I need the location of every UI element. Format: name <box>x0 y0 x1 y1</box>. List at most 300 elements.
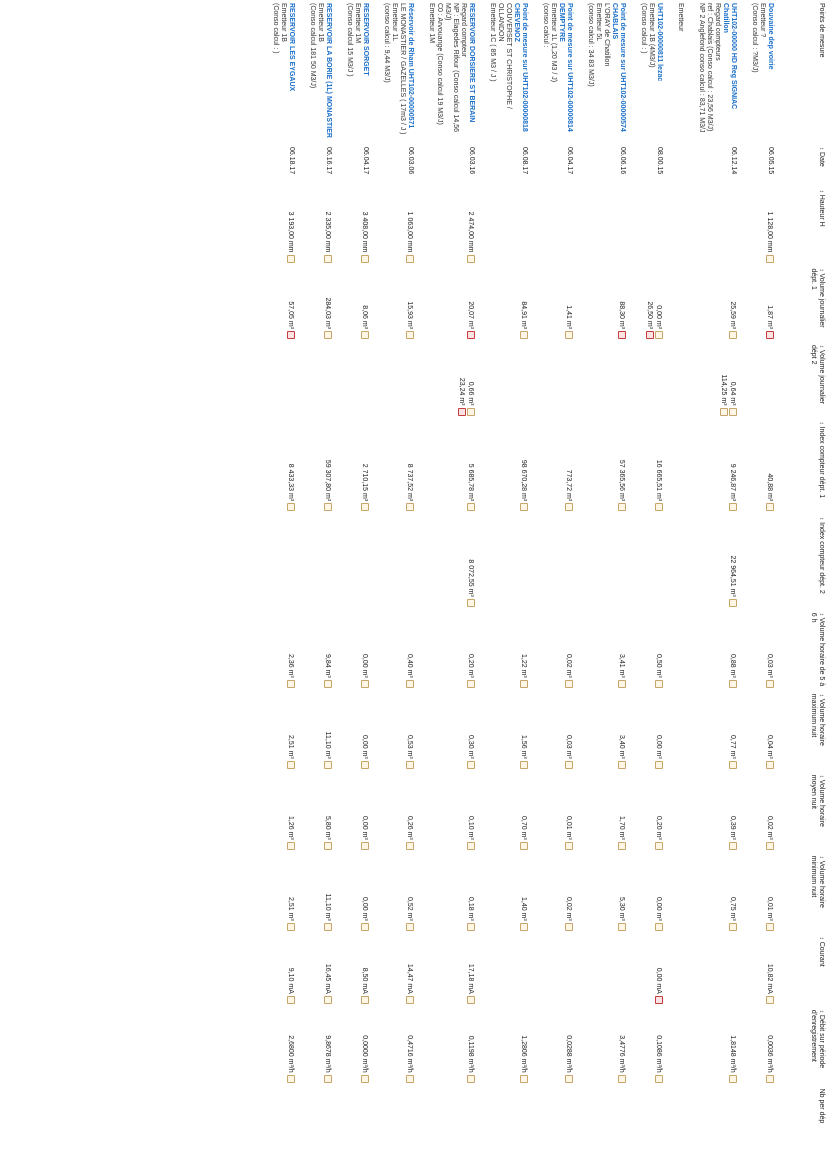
measure-point-link: Emetteur <box>677 3 684 32</box>
table-cell <box>531 266 576 343</box>
table-cell <box>261 187 298 266</box>
cell-value: 2 710,15 m³ <box>360 422 369 512</box>
cell-value: 88,30 m³ <box>617 269 626 340</box>
measure-point-cell <box>740 0 777 144</box>
chart-icon[interactable] <box>361 1075 369 1083</box>
chart-icon[interactable] <box>655 1075 663 1083</box>
table-cell <box>576 934 629 1007</box>
measure-point-detail: COUVERSET ST CHRISTOPHE / OLLANDON <box>497 3 512 109</box>
measure-point-detail: (conso calcul : <box>542 3 549 48</box>
cell-value: 11,10 m³ <box>323 694 332 769</box>
chart-icon[interactable] <box>565 331 573 339</box>
column-header-label: Nb per dép <box>818 1088 825 1124</box>
chart-icon[interactable] <box>467 680 475 688</box>
cell-value: 98 670,28 m³ <box>519 422 528 512</box>
column-header-label: Volume journalier dépt 2 <box>810 345 825 405</box>
table-cell <box>261 419 298 515</box>
table-cell <box>335 772 372 853</box>
table-row <box>666 0 687 1169</box>
measure-point-link[interactable]: UHT102-00000811 lezac <box>656 3 663 82</box>
chart-icon[interactable] <box>406 680 414 688</box>
table-cell <box>666 691 687 772</box>
table-cell <box>335 514 372 610</box>
cell-value: 9,84 m³ <box>323 613 332 688</box>
measure-point-detail: (conso calcul : 9,44 M3/J) <box>383 3 390 83</box>
table-cell <box>687 1086 740 1169</box>
table-cell <box>740 934 777 1007</box>
cell-value: 0,18 m³ <box>466 856 475 931</box>
table-cell <box>417 610 478 691</box>
chart-icon[interactable] <box>729 923 737 931</box>
chart-icon[interactable] <box>618 761 626 769</box>
cell-value: 0,02 m³ <box>564 613 573 688</box>
table-cell <box>417 514 478 610</box>
column-header[interactable] <box>777 266 827 343</box>
table-cell <box>372 934 417 1007</box>
chart-icon[interactable] <box>655 503 663 511</box>
chart-icon[interactable] <box>361 761 369 769</box>
alert-icon[interactable] <box>655 996 663 1004</box>
cell-value: 0,26 m³ <box>405 775 414 850</box>
table-cell <box>629 514 666 610</box>
cell-value: 9,8678 m³/h <box>323 1010 332 1083</box>
chart-icon[interactable] <box>766 761 774 769</box>
table-cell <box>629 691 666 772</box>
table-cell <box>335 610 372 691</box>
chart-icon[interactable] <box>766 255 774 263</box>
cell-value: 1,87 m³ <box>765 269 774 340</box>
chart-icon[interactable] <box>467 1075 475 1083</box>
table-cell <box>666 1086 687 1169</box>
column-header-label: Débit sur période d'enregistrement <box>810 1009 825 1069</box>
table-cell <box>576 266 629 343</box>
measure-point-detail: Emetteur 1B (4M3/J) <box>648 3 655 68</box>
chart-icon[interactable] <box>766 680 774 688</box>
table-cell <box>629 342 666 419</box>
cell-value: 1,8148 m³/h <box>728 1010 737 1083</box>
alert-icon[interactable] <box>467 331 475 339</box>
chart-icon[interactable] <box>287 1075 295 1083</box>
cell-value: 84,91 m³ <box>519 269 528 340</box>
chart-icon[interactable] <box>766 1075 774 1083</box>
measure-point-detail: Emetteur 1M <box>428 3 435 44</box>
chart-icon[interactable] <box>766 996 774 1004</box>
cell-value: 0,02 m³ <box>564 856 573 931</box>
measure-point-link[interactable]: Point de mesure sur UHT102-00000814 DEMPTYRE <box>558 3 573 132</box>
alert-icon[interactable] <box>287 331 295 339</box>
table-cell <box>531 187 576 266</box>
sort-icon[interactable]: ↕ <box>818 345 824 348</box>
table-row <box>687 0 740 1169</box>
chart-icon[interactable] <box>655 680 663 688</box>
column-header[interactable] <box>777 853 827 934</box>
chart-icon[interactable] <box>520 680 528 688</box>
table-cell <box>478 419 531 515</box>
cell-value: 0,03 m³ <box>765 613 774 688</box>
chart-icon[interactable] <box>467 923 475 931</box>
sort-icon[interactable]: ↕ <box>818 612 824 616</box>
sort-icon[interactable]: ↕ <box>818 1009 824 1013</box>
table-cell <box>531 853 576 934</box>
cell-value: 0,0036 m³/h <box>765 1010 774 1083</box>
measure-point-link[interactable]: UHT102-00000 HD Reg SIGNIAC Chatillon <box>722 3 737 110</box>
chart-icon[interactable] <box>467 842 475 850</box>
date-cell <box>666 144 687 187</box>
column-header[interactable] <box>777 610 827 691</box>
chart-icon[interactable] <box>565 1075 573 1083</box>
chart-icon[interactable] <box>406 996 414 1004</box>
date-cell: 06.12.14 <box>730 147 737 175</box>
table-cell <box>261 514 298 610</box>
table-cell <box>740 691 777 772</box>
sort-icon[interactable]: ↕ <box>818 693 824 697</box>
column-header[interactable] <box>777 419 827 515</box>
table-row <box>261 0 298 1169</box>
chart-icon[interactable] <box>520 761 528 769</box>
table-cell <box>629 934 666 1007</box>
table-row <box>629 0 666 1169</box>
table-row <box>298 0 335 1169</box>
measure-point-detail: Emetteur 1L (1,20 M3 / J) <box>550 3 557 83</box>
measure-point-link[interactable]: Douvaine dep voirie <box>767 3 774 70</box>
chart-icon[interactable] <box>520 923 528 931</box>
cell-value: 3,41 m³ <box>617 613 626 688</box>
date-cell: 06.03.16 <box>468 147 475 175</box>
cell-value: 773,72 m³ <box>564 422 573 512</box>
table-cell <box>478 266 531 343</box>
chart-icon[interactable] <box>655 923 663 931</box>
measure-point-detail: Emetteur 1L <box>391 3 398 42</box>
rotated-page <box>272 0 827 1169</box>
chart-icon[interactable] <box>520 842 528 850</box>
cell-value: 1,70 m³ <box>617 775 626 850</box>
cell-value: 3,4776 m³/h <box>617 1010 626 1083</box>
column-header[interactable] <box>777 342 827 419</box>
table-cell <box>298 1007 335 1086</box>
measure-point-link[interactable]: RESERVOIR LA BORIE (1L) MONASTIER <box>325 3 332 138</box>
table-cell <box>261 1086 298 1169</box>
cell-value: 16 665,51 m³ <box>654 422 663 512</box>
table-cell <box>687 342 740 419</box>
cell-value: 1,22 m³ <box>519 613 528 688</box>
cell-value: 10,82 mA <box>765 937 774 1004</box>
cell-value: 25,59 m³ <box>728 269 737 340</box>
chart-icon[interactable] <box>618 1075 626 1083</box>
column-header-label: Volume horaire minimum nuit <box>810 855 825 908</box>
chart-icon[interactable] <box>729 503 737 511</box>
cell-value: 0,40 m³ <box>405 613 414 688</box>
cell-value: 3 193,00 mm <box>286 190 295 263</box>
column-header[interactable] <box>777 514 827 610</box>
table-cell <box>666 419 687 515</box>
chart-icon[interactable] <box>520 1075 528 1083</box>
chart-icon[interactable] <box>406 761 414 769</box>
cell-value: 14,47 mA <box>405 937 414 1004</box>
cell-value: 284,03 m³ <box>323 269 332 340</box>
cell-value: 8,50 mA <box>360 937 369 1004</box>
cell-value: 0,00 m³ <box>654 694 663 769</box>
chart-icon[interactable] <box>287 996 295 1004</box>
cell-value: 0,01 m³ <box>564 775 573 850</box>
chart-icon[interactable] <box>565 842 573 850</box>
table-cell <box>629 1086 666 1169</box>
chart-icon[interactable] <box>287 923 295 931</box>
cell-value: 2,51 m³ <box>286 694 295 769</box>
sort-icon[interactable]: ↕ <box>818 189 824 193</box>
measure-point-link[interactable]: Point de mesure sur UHT102-00000574 CHABLAIS <box>611 3 626 132</box>
date-cell: 06.16.17 <box>325 147 332 175</box>
cell-value: 0,52 m³ <box>405 856 414 931</box>
sort-icon[interactable]: ↕ <box>818 855 824 859</box>
chart-icon[interactable] <box>565 761 573 769</box>
cell-value: 5 685,78 m³ <box>466 422 475 512</box>
cell-value: 0,00 m³ <box>360 613 369 688</box>
table-cell <box>629 1007 666 1086</box>
column-header-label: Volume horaire de 5 à 6 h <box>810 612 825 687</box>
column-header-label: Volume journalier dépt. 1 <box>810 268 825 328</box>
table-cell <box>372 419 417 515</box>
measure-point-link[interactable]: RESERVOIR LES EYGAUX <box>288 3 295 92</box>
table-row <box>417 0 478 1169</box>
chart-icon[interactable] <box>766 923 774 931</box>
table-cell <box>372 266 417 343</box>
measure-point-cell <box>417 0 478 144</box>
cell-value: 0,00 m³ <box>360 856 369 931</box>
alert-icon[interactable] <box>766 331 774 339</box>
cell-value: 3,40 m³ <box>617 694 626 769</box>
table-cell <box>531 610 576 691</box>
chart-icon[interactable] <box>729 1075 737 1083</box>
table-cell <box>417 342 478 419</box>
table-cell <box>335 419 372 515</box>
table-cell <box>629 419 666 515</box>
table-cell <box>478 772 531 853</box>
column-header[interactable] <box>777 934 827 1007</box>
chart-icon[interactable] <box>467 408 475 416</box>
chart-icon[interactable] <box>618 503 626 511</box>
alert-icon[interactable] <box>458 408 466 416</box>
measure-point-link[interactable]: Point de mesure sur UHT102-00000818 CHEVENOZ <box>513 3 528 132</box>
table-cell <box>261 772 298 853</box>
table-cell <box>576 853 629 934</box>
chart-icon[interactable] <box>361 842 369 850</box>
chart-icon[interactable] <box>287 503 295 511</box>
chart-icon[interactable] <box>406 842 414 850</box>
table-cell <box>666 514 687 610</box>
chart-icon[interactable] <box>324 996 332 1004</box>
chart-icon[interactable] <box>729 761 737 769</box>
cell-value: 8 072,55 m³ <box>466 517 475 607</box>
alert-icon[interactable] <box>646 331 654 339</box>
chart-icon[interactable] <box>467 255 475 263</box>
chart-icon[interactable] <box>324 255 332 263</box>
column-header[interactable] <box>777 144 827 187</box>
table-cell <box>417 419 478 515</box>
chart-icon[interactable] <box>565 923 573 931</box>
sort-icon[interactable]: ↕ <box>818 421 824 425</box>
table-cell <box>687 419 740 515</box>
measure-point-cell <box>478 0 531 144</box>
cell-value: 0,1198 m³/h <box>466 1010 475 1083</box>
chart-icon[interactable] <box>729 842 737 850</box>
table-cell <box>478 691 531 772</box>
chart-icon[interactable] <box>324 503 332 511</box>
chart-icon[interactable] <box>565 503 573 511</box>
cell-value: 0,1086 m³/h <box>654 1010 663 1083</box>
cell-value: 11,10 m³ <box>323 856 332 931</box>
cell-value: 8 433,33 m³ <box>286 422 295 512</box>
chart-icon[interactable] <box>618 680 626 688</box>
table-cell <box>687 187 740 266</box>
chart-icon[interactable] <box>729 408 737 416</box>
sort-icon[interactable]: ↕ <box>818 268 824 272</box>
chart-icon[interactable] <box>720 408 728 416</box>
chart-icon[interactable] <box>655 761 663 769</box>
chart-icon[interactable] <box>729 599 737 607</box>
table-row <box>372 0 417 1169</box>
date-cell: 06.03.06 <box>407 147 414 175</box>
chart-icon[interactable] <box>361 996 369 1004</box>
chart-icon[interactable] <box>406 331 414 339</box>
chart-icon[interactable] <box>467 599 475 607</box>
chart-icon[interactable] <box>406 1075 414 1083</box>
table-cell <box>740 772 777 853</box>
table-cell <box>576 1086 629 1169</box>
chart-icon[interactable] <box>361 503 369 511</box>
table-cell <box>576 772 629 853</box>
table-cell <box>629 772 666 853</box>
table-cell <box>372 853 417 934</box>
cell-value: 0,02 m³ <box>765 775 774 850</box>
cell-value: 0,10 m³ <box>466 775 475 850</box>
table-cell <box>298 187 335 266</box>
sort-icon[interactable]: ↕ <box>818 936 824 940</box>
table-cell <box>335 342 372 419</box>
chart-icon[interactable] <box>467 761 475 769</box>
cell-value: 1,40 m³ <box>519 856 528 931</box>
table-cell <box>417 772 478 853</box>
chart-icon[interactable] <box>324 1075 332 1083</box>
table-cell <box>531 1007 576 1086</box>
sort-icon[interactable]: ↕ <box>818 517 824 521</box>
table-cell <box>531 1086 576 1169</box>
chart-icon[interactable] <box>361 923 369 931</box>
cell-value: 1,26 m³ <box>286 775 295 850</box>
measure-point-detail: Emetteur 1C ( 85 M3 / J ) <box>489 3 496 82</box>
column-header-label: Courant <box>818 941 825 967</box>
chart-icon[interactable] <box>361 255 369 263</box>
measure-point-link[interactable]: Réservoir de Rham UHT102-00000571 <box>407 3 414 129</box>
chart-icon[interactable] <box>406 503 414 511</box>
cell-value: 2 474,00 mm <box>466 190 475 263</box>
chart-icon[interactable] <box>729 680 737 688</box>
cell-value: 1,41 m³ <box>564 269 573 340</box>
cell-value: 9,10 mA <box>286 937 295 1004</box>
chart-icon[interactable] <box>655 842 663 850</box>
chart-icon[interactable] <box>766 503 774 511</box>
measure-point-detail: Emetteur 1M <box>354 3 361 44</box>
table-cell <box>298 934 335 1007</box>
chart-icon[interactable] <box>361 680 369 688</box>
table-cell <box>298 342 335 419</box>
sort-icon[interactable]: ↕ <box>818 774 824 778</box>
table-cell <box>478 853 531 934</box>
cell-value: 0,00 mA <box>654 937 663 1004</box>
chart-icon[interactable] <box>324 680 332 688</box>
chart-icon[interactable] <box>729 331 737 339</box>
table-cell <box>372 342 417 419</box>
chart-icon[interactable] <box>467 503 475 511</box>
measure-point-detail: NP 2 Anglefond conso calcul : 83,71 M3/J <box>698 3 705 133</box>
chart-icon[interactable] <box>287 761 295 769</box>
chart-icon[interactable] <box>520 503 528 511</box>
column-header[interactable] <box>777 691 827 772</box>
chart-icon[interactable] <box>406 923 414 931</box>
cell-value: 0,20 m³ <box>466 613 475 688</box>
chart-icon[interactable] <box>324 923 332 931</box>
measure-point-detail: L'ORAY de Chatillon <box>603 3 610 67</box>
cell-value: 2 335,00 mm <box>323 190 332 263</box>
measure-point-detail: ref : Chablais (Conso calcul : 23,56 M3/J) <box>706 3 713 132</box>
table-cell <box>372 514 417 610</box>
cell-value: 0,0000 m³/h <box>360 1010 369 1083</box>
column-header-label: Index compteur dépt. 1 <box>818 426 825 499</box>
column-header[interactable] <box>777 187 827 266</box>
table-cell <box>478 514 531 610</box>
chart-icon[interactable] <box>361 331 369 339</box>
column-header[interactable] <box>777 1007 827 1086</box>
date-cell: 06.05.15 <box>767 147 774 175</box>
measure-point-link[interactable]: RESERVOIR DORSIERE ST BERAIN <box>468 3 475 123</box>
chart-icon[interactable] <box>324 331 332 339</box>
table-cell <box>740 610 777 691</box>
measure-point-link[interactable]: RESERVOIR SORGET <box>362 3 369 76</box>
measure-point-detail: (Conso calcul : ) <box>640 3 647 54</box>
chart-icon[interactable] <box>655 331 663 339</box>
chart-icon[interactable] <box>287 680 295 688</box>
table-cell <box>666 934 687 1007</box>
table-cell <box>531 691 576 772</box>
column-header[interactable] <box>777 772 827 853</box>
column-header-label: Volume horaire moyen nuit <box>810 774 825 827</box>
table-cell <box>576 342 629 419</box>
table-cell <box>576 691 629 772</box>
table-cell <box>478 1007 531 1086</box>
chart-icon[interactable] <box>324 842 332 850</box>
chart-icon[interactable] <box>618 923 626 931</box>
table-cell <box>372 772 417 853</box>
chart-icon[interactable] <box>287 255 295 263</box>
table-cell <box>666 1007 687 1086</box>
chart-icon[interactable] <box>565 680 573 688</box>
column-header[interactable] <box>777 0 827 144</box>
table-cell <box>687 772 740 853</box>
chart-icon[interactable] <box>520 331 528 339</box>
chart-icon[interactable] <box>766 842 774 850</box>
table-row <box>531 0 576 1169</box>
table-cell <box>417 691 478 772</box>
table-cell <box>298 419 335 515</box>
chart-icon[interactable] <box>406 255 414 263</box>
chart-icon[interactable] <box>618 842 626 850</box>
chart-icon[interactable] <box>324 761 332 769</box>
table-cell <box>335 853 372 934</box>
chart-icon[interactable] <box>467 996 475 1004</box>
chart-icon[interactable] <box>287 842 295 850</box>
alert-icon[interactable] <box>618 331 626 339</box>
table-cell <box>261 853 298 934</box>
sort-icon[interactable]: ↕ <box>818 147 824 150</box>
